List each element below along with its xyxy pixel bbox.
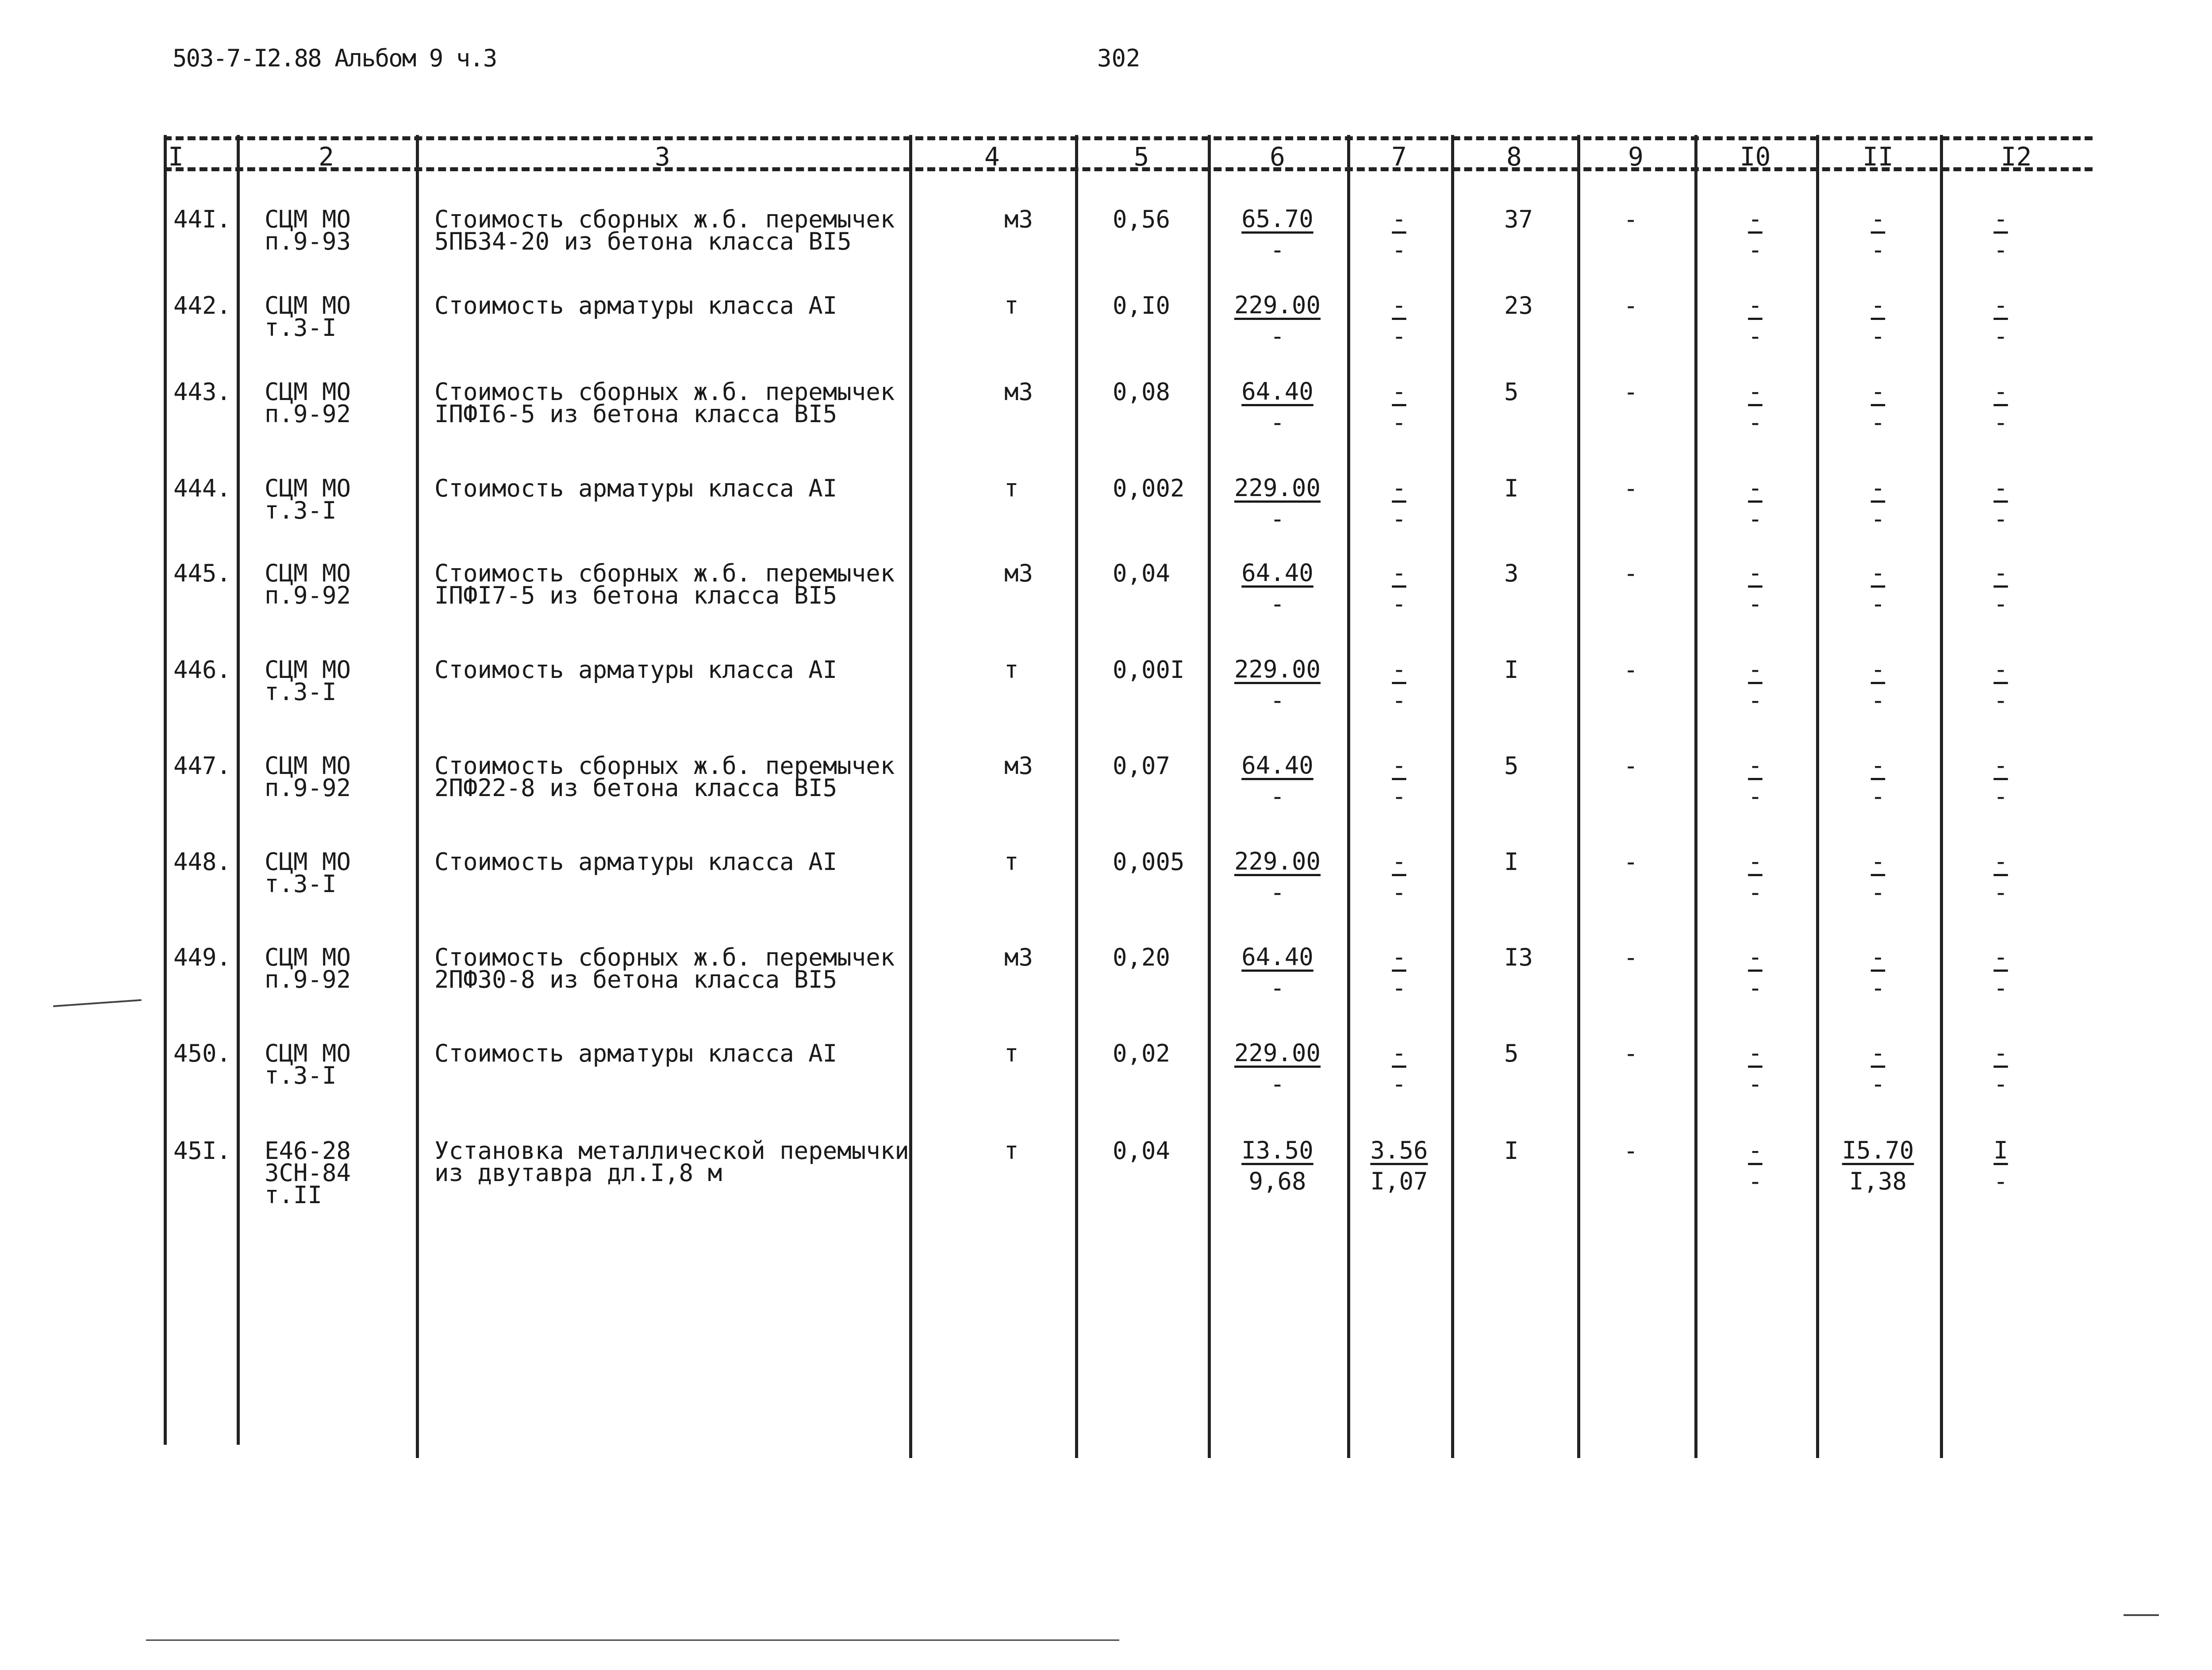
column-12 [1940,376,2062,438]
scan-stroke [2124,1614,2159,1616]
description-line-2: 5ПБ34-20 из бетона класса ВI5 [434,227,852,255]
description-line-2: 2ПФ30-8 из бетона класса ВI5 [434,966,837,993]
column-12-bottom: - [1993,1167,2008,1195]
reference-line-1: СЦМ МО [265,292,351,319]
price-total-bottom: - [1270,408,1285,436]
price-wages [1347,558,1451,620]
description-line-2: из двутавра дл.I,8 м [434,1159,722,1187]
column-10-top: - [1748,1136,1763,1164]
document-code [173,44,496,72]
column-number: I2 [2001,142,2032,172]
reference-line-1: СЦМ МО [265,752,351,780]
column-12-bottom: - [1993,505,2008,533]
price-total-top: 229.00 [1234,847,1321,875]
quantity-cell: 0,005 [1113,848,1185,876]
column-11-bottom: - [1870,505,1886,533]
price-wages [1347,204,1451,266]
price-total [1208,558,1347,620]
quantity-cell: 0,56 [1113,205,1171,233]
reference-line-2: п.9-93 [265,227,351,255]
column-10 [1694,942,1816,1004]
row-number: 449. [173,943,231,971]
column-11-top: - [1870,474,1886,502]
price-wages-bottom: - [1392,686,1406,714]
description-line-2: IПФI6-5 из бетона класса ВI5 [434,400,837,428]
labour-cell: I [1504,474,1519,502]
column-number: 4 [984,142,1000,172]
column-9-cell: - [1624,943,1638,971]
price-total-bottom: - [1270,686,1285,714]
unit-cell: м3 [1004,943,1033,971]
price-wages-top: - [1392,291,1406,319]
column-11-top: - [1870,655,1886,683]
unit-cell: т [1004,474,1019,502]
column-11-top: - [1870,291,1886,319]
column-11 [1816,846,1940,908]
column-12-top: - [1993,474,2008,502]
part-label: ч.3 [456,44,497,72]
quantity-cell: 0,02 [1113,1039,1171,1067]
column-12-top: - [1993,751,2008,779]
column-11-bottom: - [1870,686,1886,714]
column-10 [1694,846,1816,908]
price-wages-top: - [1392,943,1406,971]
labour-cell: I [1504,1137,1519,1165]
column-number: II [1863,142,1893,172]
column-10 [1694,204,1816,266]
column-11-top: - [1870,205,1886,233]
labour-cell: 23 [1504,292,1533,319]
column-number: 2 [319,142,334,172]
description-line-2: IПФI7-5 из бетона класса ВI5 [434,581,837,609]
reference-line-2: т.3-I [265,1062,337,1089]
price-total [1208,654,1347,716]
column-10-bottom: - [1748,590,1763,618]
price-wages-bottom: - [1392,236,1406,264]
column-divider [1451,135,1454,1458]
column-12 [1940,846,2062,908]
column-12-top: - [1993,291,2008,319]
column-number: I0 [1740,142,1771,172]
unit-cell: м3 [1004,559,1033,587]
description-line-1: Стоимость сборных ж.б. перемычек [434,378,895,406]
column-number: 8 [1506,142,1522,172]
column-12-top: - [1993,1039,2008,1067]
price-total [1208,846,1347,908]
quantity-cell: 0,002 [1113,474,1185,502]
column-10-bottom: - [1748,322,1763,350]
column-10-bottom: - [1748,1070,1763,1098]
reference-line-1: СЦМ МО [265,559,351,587]
column-10-top: - [1748,559,1763,587]
column-12 [1940,558,2062,620]
column-12-bottom: - [1993,408,2008,436]
column-9-cell: - [1624,752,1638,780]
column-12-bottom: - [1993,236,2008,264]
column-11-top: - [1870,751,1886,779]
column-10 [1694,1135,1816,1197]
row-number: 445. [173,559,231,587]
description-line-1: Стоимость сборных ж.б. перемычек [434,559,895,587]
unit-cell: м3 [1004,378,1033,406]
column-divider [909,135,912,1458]
reference-line-1: СЦМ МО [265,378,351,406]
column-10-bottom: - [1748,974,1763,1002]
price-wages-bottom: - [1392,974,1406,1002]
column-11-bottom: I,38 [1849,1167,1907,1195]
column-12 [1940,654,2062,716]
column-11-bottom: - [1870,236,1886,264]
scan-stroke [146,1639,1119,1641]
price-wages-bottom: - [1392,590,1406,618]
row-number: 442. [173,292,231,319]
column-11-bottom: - [1870,408,1886,436]
column-11 [1816,1038,1940,1100]
labour-cell: I3 [1504,943,1533,971]
unit-cell: т [1004,292,1019,319]
description-line-1: Установка металлической перемычки [434,1137,909,1165]
column-11-top: - [1870,943,1886,971]
column-12 [1940,290,2062,352]
column-10-bottom: - [1748,408,1763,436]
column-9-cell: - [1624,1137,1638,1165]
column-number: 5 [1133,142,1149,172]
column-11 [1816,558,1940,620]
album-label: Альбом 9 [334,44,443,72]
column-10-bottom: - [1748,782,1763,810]
quantity-cell: 0,I0 [1113,292,1171,319]
price-wages-bottom: - [1392,782,1406,810]
column-10-top: - [1748,205,1763,233]
price-wages [1347,473,1451,535]
column-11 [1816,473,1940,535]
column-10-top: - [1748,1039,1763,1067]
column-9-cell: - [1624,656,1638,684]
column-12-top: - [1993,377,2008,405]
price-wages-bottom: - [1392,322,1406,350]
price-total-top: 64.40 [1241,377,1313,405]
description-line-1: Стоимость сборных ж.б. перемычек [434,943,895,971]
column-10-top: - [1748,847,1763,875]
column-12-top: - [1993,655,2008,683]
unit-cell: т [1004,848,1019,876]
unit-cell: т [1004,656,1019,684]
column-9-cell: - [1624,474,1638,502]
description-line-1: Стоимость арматуры класса АI [434,656,837,684]
price-total [1208,290,1347,352]
description-line-2: 2ПФ22-8 из бетона класса ВI5 [434,774,837,802]
column-12 [1940,204,2062,266]
column-number: 6 [1270,142,1285,172]
column-10-bottom: - [1748,878,1763,906]
column-11 [1816,376,1940,438]
price-total-bottom: - [1270,974,1285,1002]
price-wages-top: - [1392,377,1406,405]
row-number: 45I. [173,1137,231,1165]
price-wages [1347,846,1451,908]
price-wages-top: - [1392,847,1406,875]
price-wages-top: 3.56 [1370,1136,1428,1164]
page-number: 302 [1097,44,1141,72]
column-10 [1694,558,1816,620]
reference-line-1: СЦМ МО [265,848,351,876]
quantity-cell: 0,04 [1113,1137,1171,1165]
column-10-bottom: - [1748,1167,1763,1195]
column-11-bottom: - [1870,322,1886,350]
description-line-1: Стоимость сборных ж.б. перемычек [434,752,895,780]
column-11 [1816,1135,1940,1197]
reference-line-2: п.9-92 [265,581,351,609]
column-9-cell: - [1624,205,1638,233]
column-12-top: - [1993,943,2008,971]
price-total [1208,1038,1347,1100]
column-11-top: - [1870,377,1886,405]
price-total-bottom: - [1270,878,1285,906]
price-total-top: 229.00 [1234,655,1321,683]
reference-line-1: СЦМ МО [265,656,351,684]
column-9-cell: - [1624,559,1638,587]
labour-cell: I [1504,848,1519,876]
column-11 [1816,942,1940,1004]
column-10 [1694,1038,1816,1100]
price-wages-top: - [1392,751,1406,779]
price-total-top: I3.50 [1241,1136,1313,1164]
column-12 [1940,750,2062,812]
reference-line-2: т.3-I [265,314,337,342]
column-10-top: - [1748,474,1763,502]
row-number: 450. [173,1039,231,1067]
reference-line-1: СЦМ МО [265,1039,351,1067]
column-10-top: - [1748,943,1763,971]
price-total-bottom: 9,68 [1248,1167,1306,1195]
column-11-top: I5.70 [1842,1136,1914,1164]
quantity-cell: 0,00I [1113,656,1185,684]
price-wages [1347,1135,1451,1197]
column-11 [1816,654,1940,716]
column-divider [237,135,240,1445]
price-total-bottom: - [1270,782,1285,810]
column-11-top: - [1870,559,1886,587]
column-11 [1816,750,1940,812]
price-wages-top: - [1392,1039,1406,1067]
column-9-cell: - [1624,1039,1638,1067]
row-number: 446. [173,656,231,684]
column-12-bottom: - [1993,590,2008,618]
quantity-cell: 0,07 [1113,752,1171,780]
column-9-cell: - [1624,848,1638,876]
column-11 [1816,290,1940,352]
price-total-top: 64.40 [1241,943,1313,971]
price-total [1208,376,1347,438]
column-10 [1694,654,1816,716]
price-wages [1347,1038,1451,1100]
column-number: 3 [655,142,670,172]
row-number: 44I. [173,205,231,233]
column-11-bottom: - [1870,782,1886,810]
column-divider [1075,135,1078,1458]
unit-cell: м3 [1004,205,1033,233]
column-10-top: - [1748,377,1763,405]
price-total [1208,750,1347,812]
description-line-1: Стоимость арматуры класса АI [434,1039,837,1067]
unit-cell: т [1004,1039,1019,1067]
column-10-bottom: - [1748,505,1763,533]
column-10-top: - [1748,751,1763,779]
column-9-cell: - [1624,292,1638,319]
price-total-bottom: - [1270,236,1285,264]
reference-line-3: т.II [265,1181,323,1209]
labour-cell: 5 [1504,378,1519,406]
reference-line-2: т.3-I [265,496,337,524]
description-line-1: Стоимость сборных ж.б. перемычек [434,205,895,233]
column-9-cell: - [1624,378,1638,406]
row-number: 447. [173,752,231,780]
price-wages-top: - [1392,205,1406,233]
labour-cell: 5 [1504,752,1519,780]
price-total-top: 64.40 [1241,559,1313,587]
description-line-1: Стоимость арматуры класса АI [434,474,837,502]
column-10-bottom: - [1748,686,1763,714]
column-12-top: - [1993,847,2008,875]
header-top-rule [164,136,2093,140]
reference-line-2: п.9-92 [265,774,351,802]
column-12-bottom: - [1993,878,2008,906]
column-number: 9 [1628,142,1644,172]
column-10 [1694,473,1816,535]
unit-cell: м3 [1004,752,1033,780]
quantity-cell: 0,08 [1113,378,1171,406]
column-12 [1940,1038,2062,1100]
labour-cell: 37 [1504,205,1533,233]
column-12-bottom: - [1993,782,2008,810]
column-11-bottom: - [1870,590,1886,618]
labour-cell: I [1504,656,1519,684]
description-line-1: Стоимость арматуры класса АI [434,292,837,319]
reference-line-2: п.9-92 [265,966,351,993]
price-total-top: 229.00 [1234,474,1321,502]
doc-code: 503-7-I2.88 [173,44,321,72]
price-total [1208,204,1347,266]
price-wages [1347,290,1451,352]
column-12-top: I [1993,1136,2008,1164]
price-wages-bottom: - [1392,878,1406,906]
column-10-bottom: - [1748,236,1763,264]
price-wages-bottom: - [1392,1070,1406,1098]
column-11-bottom: - [1870,878,1886,906]
column-divider [1577,135,1580,1458]
column-11-bottom: - [1870,1070,1886,1098]
column-11-top: - [1870,847,1886,875]
row-number: 443. [173,378,231,406]
column-number: 7 [1391,142,1407,172]
column-12 [1940,942,2062,1004]
price-total-bottom: - [1270,322,1285,350]
column-11-top: - [1870,1039,1886,1067]
price-wages [1347,654,1451,716]
column-12 [1940,473,2062,535]
labour-cell: 5 [1504,1039,1519,1067]
column-10 [1694,750,1816,812]
reference-line-1: СЦМ МО [265,943,351,971]
reference-line-2: т.3-I [265,678,337,706]
price-total [1208,1135,1347,1197]
column-12-bottom: - [1993,322,2008,350]
price-wages-top: - [1392,474,1406,502]
price-total-bottom: - [1270,1070,1285,1098]
price-total-top: 229.00 [1234,291,1321,319]
column-10-top: - [1748,655,1763,683]
price-wages-top: - [1392,655,1406,683]
price-wages-top: - [1392,559,1406,587]
column-12-top: - [1993,205,2008,233]
column-number: I [168,142,184,172]
column-12-bottom: - [1993,1070,2008,1098]
price-total [1208,942,1347,1004]
reference-line-1: СЦМ МО [265,474,351,502]
unit-cell: т [1004,1137,1019,1165]
reference-line-1: СЦМ МО [265,205,351,233]
price-wages [1347,750,1451,812]
price-total-bottom: - [1270,505,1285,533]
price-wages-bottom: - [1392,505,1406,533]
column-divider [416,135,419,1458]
column-11 [1816,204,1940,266]
labour-cell: 3 [1504,559,1519,587]
price-wages [1347,942,1451,1004]
description-line-1: Стоимость арматуры класса АI [434,848,837,876]
price-wages-bottom: - [1392,408,1406,436]
column-12-bottom: - [1993,974,2008,1002]
price-wages [1347,376,1451,438]
column-divider [164,135,167,1445]
column-11-bottom: - [1870,974,1886,1002]
quantity-cell: 0,04 [1113,559,1171,587]
column-12 [1940,1135,2062,1197]
price-total-top: 229.00 [1234,1039,1321,1067]
row-number: 444. [173,474,231,502]
price-wages-bottom: I,07 [1370,1167,1428,1195]
scan-stroke [53,999,142,1007]
column-10-top: - [1748,291,1763,319]
reference-line-2: п.9-92 [265,400,351,428]
reference-line-1: Е46-28 [265,1137,351,1165]
price-total-top: 65.70 [1241,205,1313,233]
reference-line-2: т.3-I [265,870,337,898]
reference-line-2: ЗСН-84 [265,1159,351,1187]
column-12-bottom: - [1993,686,2008,714]
column-10 [1694,290,1816,352]
row-number: 448. [173,848,231,876]
quantity-cell: 0,20 [1113,943,1171,971]
price-total-bottom: - [1270,590,1285,618]
price-total [1208,473,1347,535]
column-10 [1694,376,1816,438]
price-total-top: 64.40 [1241,751,1313,779]
column-12-top: - [1993,559,2008,587]
